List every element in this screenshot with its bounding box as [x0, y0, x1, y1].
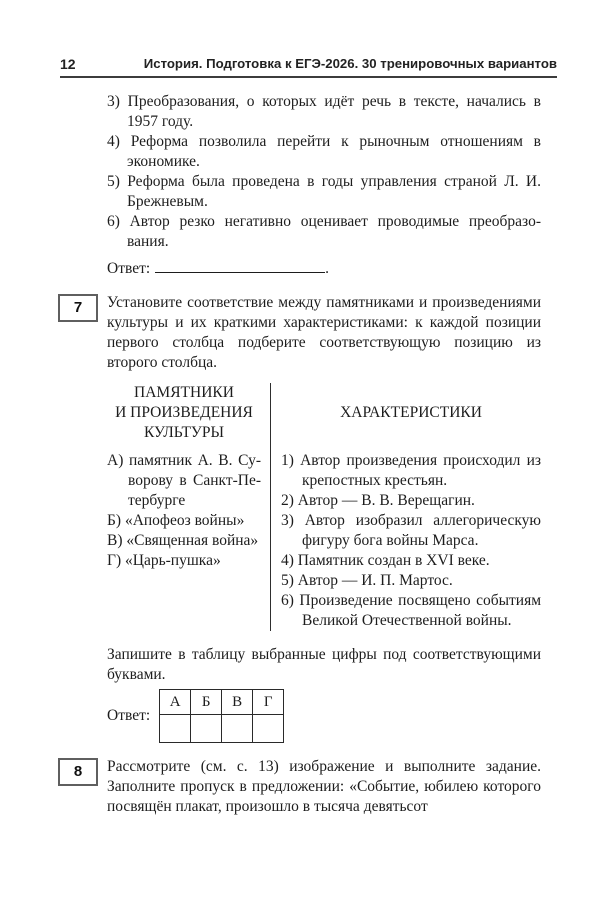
answer-period: .: [325, 260, 330, 277]
item-letter: А): [107, 452, 124, 469]
answer-table-input-cell: [253, 715, 284, 743]
item-text: Памятник создан в XVI веке.: [297, 552, 490, 569]
item-text: «Царь-пушка»: [125, 552, 221, 569]
answer-table-input-row: [160, 715, 284, 743]
question-text: Рассмотрите (см. с. 13) изображение и выполните задание. Заполните пропуск в предложении: «Событие, юбилею которого посвящён плакат, произошло в тысяча девятьсот: [107, 758, 541, 815]
right-item: [281, 591, 541, 631]
answer-line: [107, 259, 541, 279]
right-item: [281, 491, 541, 511]
option-number: 4): [107, 133, 120, 150]
option-item: [107, 132, 541, 172]
item-text: «Апофеоз войны»: [124, 512, 245, 529]
option-number: 5): [107, 173, 120, 190]
answer-table: [159, 689, 284, 743]
running-header: [60, 57, 557, 78]
right-item: [281, 551, 541, 571]
book-title: История. Подготовка к ЕГЭ-2026. 30 тренировочных вариантов: [143, 56, 557, 71]
answer-table-input-cell: [191, 715, 222, 743]
option-item: [107, 92, 541, 132]
answer-blank: [155, 259, 325, 273]
left-item: [107, 551, 261, 571]
matching-table: [107, 383, 541, 631]
answer-table-row: [107, 689, 541, 743]
question-number-box: 8: [58, 758, 98, 786]
answer-label: Ответ:: [107, 707, 151, 724]
item-text: «Священная война»: [126, 532, 259, 549]
left-header-line: ПАМЯТНИКИ: [134, 384, 234, 401]
right-column-header: ХАРАКТЕРИСТИКИ: [340, 404, 482, 421]
item-digit: 3): [281, 512, 294, 529]
item-digit: 2): [281, 492, 294, 509]
left-item: [107, 511, 261, 531]
left-header-line: И ПРОИЗВЕДЕНИЯ: [115, 404, 253, 421]
right-item: [281, 451, 541, 491]
option-text: Преобразования, о которых идёт речь в тексте, начались в 1957 году.: [127, 93, 541, 130]
item-text: памятник А. В. Суворову в Санкт-Петербурге: [128, 452, 261, 509]
item-text: Автор произведения происходил из крепостных крестьян.: [300, 452, 542, 489]
question-6-options: [107, 92, 541, 279]
left-header-line: КУЛЬТУРЫ: [143, 424, 225, 441]
question-number-box: 7: [58, 294, 98, 322]
option-number: 3): [107, 93, 120, 110]
left-item: [107, 451, 261, 511]
right-column: [271, 383, 541, 631]
item-letter: В): [107, 532, 123, 549]
item-digit: 5): [281, 572, 294, 589]
item-text: Автор — В. В. Верещагин.: [297, 492, 475, 509]
left-column: [107, 383, 271, 631]
answer-table-header-cell: А: [160, 690, 191, 715]
item-digit: 1): [281, 452, 294, 469]
item-text: Автор — И. П. Мартос.: [297, 572, 453, 589]
page-content: [73, 92, 542, 817]
item-letter: Б): [107, 512, 122, 529]
answer-table-header-cell: Г: [253, 690, 284, 715]
item-text: Произведение посвящено событиям Великой Отечественной войны.: [299, 592, 542, 629]
instruction-text: Запишите в таблицу выбранные цифры под соответствующими буквами.: [107, 646, 541, 683]
answer-table-input-cell: [222, 715, 253, 743]
right-item: [281, 511, 541, 551]
option-text: Реформа позволила перейти к рыночным отношениям в экономике.: [127, 133, 542, 170]
item-digit: 4): [281, 552, 294, 569]
option-text: Автор резко негативно оценивает проводимые преобразования.: [127, 213, 541, 250]
answer-table-header-row: [160, 690, 284, 715]
question-7: [73, 293, 542, 743]
left-column-header: [107, 383, 261, 443]
answer-table-header-cell: Б: [191, 690, 222, 715]
item-letter: Г): [107, 552, 122, 569]
option-number: 6): [107, 213, 120, 230]
right-item: [281, 571, 541, 591]
answer-label: Ответ:: [107, 260, 151, 277]
option-item: [107, 172, 541, 212]
question-text: Установите соответствие между памятниками и произведениями культуры и их краткими характеристиками: к каждой позиции первого столбца подберите соответствующую позицию из второго столбца.: [107, 294, 541, 371]
left-item: [107, 531, 261, 551]
option-text: Реформа была проведена в годы управления страной Л. И. Брежневым.: [127, 173, 542, 210]
answer-table-header-cell: В: [222, 690, 253, 715]
answer-table-input-cell: [160, 715, 191, 743]
item-text: Автор изобразил аллегорическую фигуру бога войны Марса.: [302, 512, 542, 549]
option-item: [107, 212, 541, 252]
question-8: [73, 757, 541, 817]
page-number: 12: [60, 56, 76, 72]
item-digit: 6): [281, 592, 294, 609]
